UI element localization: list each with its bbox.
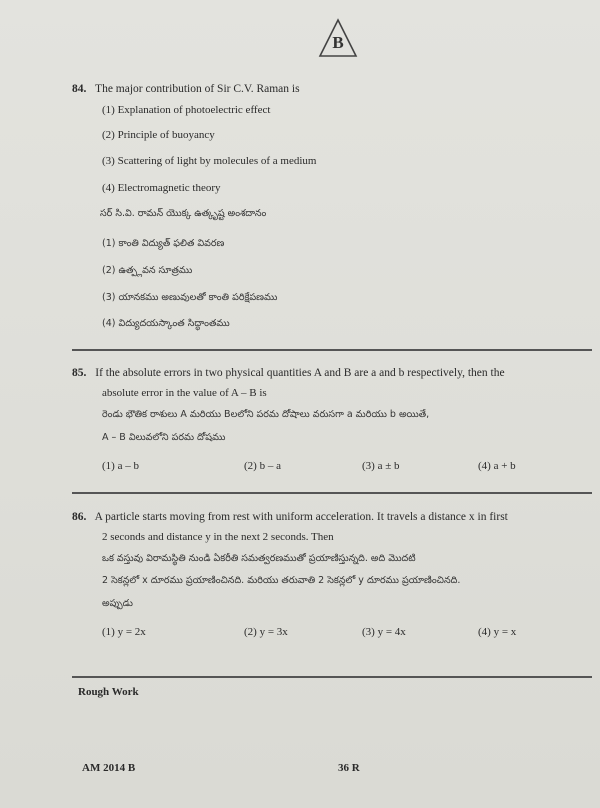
set-badge	[318, 18, 358, 58]
question-text-line2: 2 seconds and distance y in the next 2 seconds. Then	[102, 531, 334, 543]
option-3: (3) y = 4x	[362, 626, 406, 638]
telugu-line-3: అప్పుడు	[102, 598, 133, 609]
option-1: (1) y = 2x	[102, 626, 146, 638]
option-4: (4) Electromagnetic theory	[102, 182, 221, 194]
telugu-option-4: (4) విద్యుదయస్కాంత సిద్ధాంతము	[102, 318, 230, 329]
divider	[72, 349, 592, 351]
question-text-line1: A particle starts moving from rest with uniform acceleration. It travels a distance x in first	[94, 511, 508, 523]
question-85	[72, 366, 592, 380]
option-2: (2) b – a	[244, 460, 281, 472]
option-4: (4) a + b	[478, 460, 516, 472]
question-text: The major contribution of Sir C.V. Raman is	[95, 83, 300, 95]
option-1: (1) Explanation of photoelectric effect	[102, 104, 271, 116]
telugu-line-2: 2 సెకన్లలో x దూరము ప్రయాణించినది. మరియు తరువాతి 2 సెకన్లలో y దూరము ప్రయాణించినది.	[102, 575, 461, 586]
option-2: (2) y = 3x	[244, 626, 288, 638]
set-letter: B	[332, 33, 344, 52]
paper-code: AM 2014 B	[82, 762, 136, 774]
question-84	[72, 82, 592, 96]
question-text-line2: absolute error in the value of A – B is	[102, 387, 267, 399]
rough-work-label: Rough Work	[78, 686, 139, 698]
option-4: (4) y = x	[478, 626, 517, 638]
question-number: 86.	[72, 511, 87, 523]
question-text-line1: If the absolute errors in two physical quantities A and B are a and b respectively, then the	[95, 367, 505, 379]
telugu-line-2: A – B విలువలోని పరమ దోషము	[102, 432, 226, 443]
telugu-question: సర్ సి.వి. రామన్ యొక్క ఉత్కృష్ట అంశదానం	[100, 208, 267, 219]
option-3: (3) a ± b	[362, 460, 400, 472]
telugu-line-1: ఒక వస్తువు విరామస్థితి నుండి ఏకరీతి సమత్వరణముతో ప్రయాణిస్తున్నది. అది మొదటి	[102, 553, 416, 564]
telugu-option-3: (3) యానకము అణువులతో కాంతి పరిక్షేపణము	[102, 292, 278, 303]
question-86	[72, 510, 592, 524]
divider	[72, 676, 592, 678]
option-1: (1) a – b	[102, 460, 139, 472]
option-3: (3) Scattering of light by molecules of a medium	[102, 155, 317, 167]
telugu-option-2: (2) ఉత్ప్లవన సూత్రము	[102, 265, 193, 276]
option-2: (2) Principle of buoyancy	[102, 129, 215, 141]
question-number: 85.	[72, 367, 87, 379]
telugu-line-1: రెండు భౌతిక రాశులు A మరియు Bలలోని పరమ దోషాలు వరుసగా a మరియు b అయితే,	[102, 409, 430, 420]
page-number: 36 R	[338, 762, 360, 774]
telugu-option-1: (1) కాంతి విద్యుత్ ఫలిత వివరణ	[102, 238, 225, 249]
divider	[72, 492, 592, 494]
question-number: 84.	[72, 83, 87, 95]
